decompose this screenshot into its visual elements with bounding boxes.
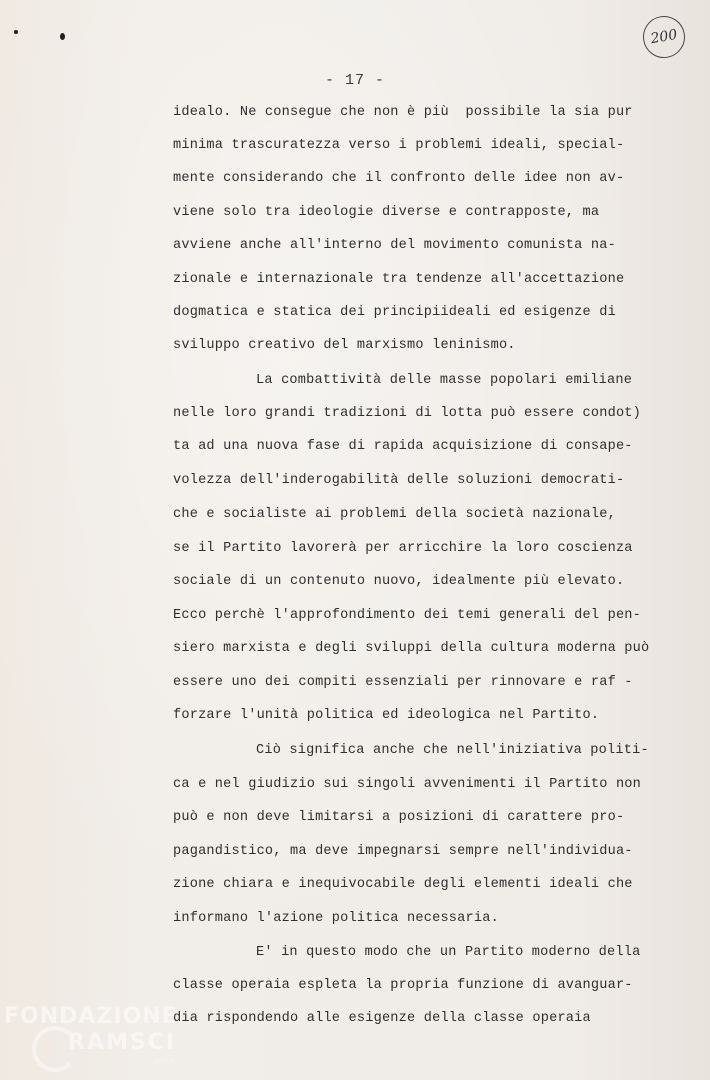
watermark-line1: FONDAZIONE xyxy=(4,1004,178,1029)
text-line: informano l'azione politica necessaria. xyxy=(173,911,499,926)
watermark-line2: RAMSCI xyxy=(68,1030,177,1055)
text-line: volezza dell'inderogabilità delle soluzioni democrati- xyxy=(173,473,625,488)
text-line: ca e nel giudizio sui singoli avvenimenti il Partito non xyxy=(173,777,642,792)
text-line: minima trascuratezza verso i problemi ideali, special- xyxy=(173,138,625,153)
text-line: se il Partito lavorerà per arricchire la loro coscienza xyxy=(173,541,633,556)
text-line: viene solo tra ideologie diverse e contrapposte, ma xyxy=(173,205,600,220)
archive-stamp: 200 xyxy=(640,13,689,62)
text-line: nelle loro grandi tradizioni di lotta può essere condot) xyxy=(173,406,642,421)
punch-mark xyxy=(60,33,65,40)
watermark-g-logo-icon xyxy=(32,1026,78,1072)
text-line: E' in questo modo che un Partito moderno della xyxy=(256,945,641,960)
page-number: - 17 - xyxy=(324,72,385,89)
text-line: dogmatica e statica dei principiideali ed esigenze di xyxy=(173,305,616,320)
text-line: sociale di un contenuto nuovo, idealmente più elevato. xyxy=(173,574,625,589)
text-line: zione chiara e inequivocabile degli elementi ideali che xyxy=(173,877,633,892)
text-line: sviluppo creativo del marxismo leninismo. xyxy=(173,338,516,353)
watermark-line3: onlus xyxy=(154,1056,176,1065)
text-line: Ciò significa anche che nell'iniziativa politi- xyxy=(256,743,649,758)
text-line: siero marxista e degli sviluppi della cultura moderna può xyxy=(173,641,650,656)
text-line: La combattività delle masse popolari emiliane xyxy=(256,373,633,388)
text-line: forzare l'unità politica ed ideologica nel Partito. xyxy=(173,708,600,723)
text-line: avviene anche all'interno del movimento comunista na- xyxy=(173,238,616,253)
punch-mark xyxy=(14,30,18,34)
text-line: idealo. Ne consegue che non è più possibile la sia pur xyxy=(173,105,633,120)
text-line: che e socialiste ai problemi della società nazionale, xyxy=(173,507,616,522)
text-line: mente considerando che il confronto delle idee non av- xyxy=(173,171,625,186)
text-line: pagandistico, ma deve impegnarsi sempre nell'individua- xyxy=(173,844,633,859)
text-line: ta ad una nuova fase di rapida acquisizione di consape- xyxy=(173,439,633,454)
text-line: può e non deve limitarsi a posizioni di carattere pro- xyxy=(173,810,625,825)
text-line: zionale e internazionale tra tendenze all'accettazione xyxy=(173,272,625,287)
text-line: classe operaia espleta la propria funzione di avanguar- xyxy=(173,978,633,993)
text-line: dia rispondendo alle esigenze della classe operaia xyxy=(173,1011,591,1026)
text-line: Ecco perchè l'approfondimento dei temi generali del pen- xyxy=(173,608,642,623)
text-line: essere uno dei compiti essenziali per rinnovare e raf - xyxy=(173,675,633,690)
